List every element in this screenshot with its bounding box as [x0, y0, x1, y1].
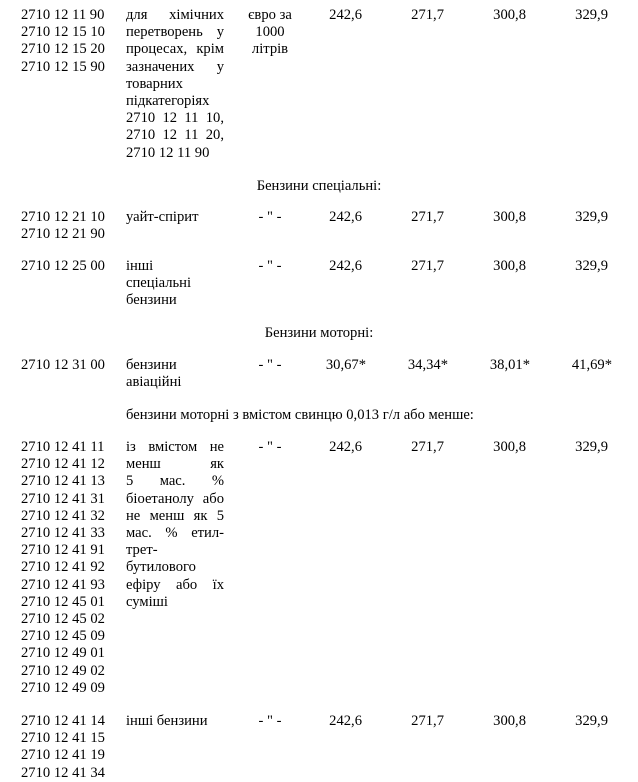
unit-line: - " -: [258, 439, 282, 455]
rate-value: 242,6: [329, 258, 362, 274]
unit-of-measure: [240, 439, 300, 456]
tariff-code: 2710 12 41 11: [21, 439, 105, 455]
rate-value: 271,7: [411, 439, 444, 455]
rate-value: 242,6: [329, 209, 362, 225]
description-line: інші: [126, 258, 154, 274]
unit-line: 1000: [255, 24, 285, 41]
tariff-code: 2710 12 49 01: [21, 645, 105, 662]
unit-line: літрів: [251, 41, 289, 58]
description-line: бутилового: [126, 559, 196, 576]
unit-of-measure: [240, 7, 300, 59]
rate-value: 271,7: [411, 713, 444, 729]
tariff-code: 2710 12 41 31: [21, 490, 105, 507]
description-line: для хімічних: [126, 7, 224, 23]
goods-description: [126, 209, 224, 226]
tariff-code: 2710 12 45 02: [21, 611, 105, 628]
description-line: із вмістом не: [126, 439, 224, 455]
rate-value: 300,8: [493, 209, 526, 225]
description-line: трет-: [126, 542, 158, 559]
description-line: підкатегоріях: [126, 93, 210, 110]
description-line: 2710 12 11 20,: [126, 127, 224, 144]
tariff-code: 2710 12 15 90: [21, 58, 105, 75]
unit-line: - " -: [258, 258, 282, 274]
goods-description: [126, 7, 224, 162]
tariff-code: 2710 12 31 00: [21, 357, 105, 373]
tariff-code: 2710 12 41 91: [21, 542, 105, 559]
rate-value: 271,7: [411, 209, 444, 225]
unit-of-measure: [240, 258, 300, 275]
goods-description: [126, 713, 224, 730]
tariff-code: 2710 12 41 13: [21, 473, 105, 490]
tariff-code: 2710 12 41 93: [21, 576, 105, 593]
description-line: уайт-спірит: [126, 209, 199, 225]
unit-line: євро за: [248, 7, 292, 23]
rate-value: 271,7: [411, 7, 444, 23]
tariff-code: 2710 12 15 10: [21, 24, 105, 41]
tariff-codes: [21, 713, 121, 782]
tariff-codes: [21, 357, 121, 374]
tariff-code: 2710 12 41 92: [21, 559, 105, 576]
description-line: ефіру або їх: [126, 576, 224, 593]
description-line: 2710 12 11 10,: [126, 110, 224, 127]
tariff-code: 2710 12 41 33: [21, 525, 105, 542]
tariff-code: 2710 12 11 90: [21, 7, 105, 23]
description-line: 2710 12 11 90: [126, 144, 210, 161]
rate-value: 242,6: [329, 439, 362, 455]
unit-line: - " -: [258, 357, 282, 373]
tariff-codes: [21, 258, 121, 275]
rate-value: 242,6: [329, 7, 362, 23]
rate-value: 329,9: [575, 258, 608, 274]
goods-description: [126, 357, 224, 391]
rate-value: 242,6: [329, 713, 362, 729]
tariff-code: 2710 12 45 01: [21, 593, 105, 610]
rate-value: 300,8: [493, 258, 526, 274]
tariff-code: 2710 12 21 10: [21, 209, 105, 225]
rate-value: 41,69*: [571, 357, 612, 373]
description-line: не менш як 5: [126, 507, 224, 524]
description-line: 5 мас. %: [126, 473, 224, 490]
rate-value: 329,9: [575, 713, 608, 729]
rate-value: 329,9: [575, 209, 608, 225]
unit-of-measure: [240, 713, 300, 730]
tariff-code: 2710 12 41 34: [21, 764, 105, 781]
description-line: мас. % етил-: [126, 525, 224, 542]
description-line: менш як: [126, 456, 224, 473]
description-line: зазначених у: [126, 58, 224, 75]
section-heading: Бензини спеціальні:: [256, 178, 382, 194]
description-line: процесах, крім: [126, 41, 224, 58]
unit-line: - " -: [258, 209, 282, 225]
goods-description: [126, 258, 224, 310]
rate-value: 30,67*: [325, 357, 366, 373]
tariff-code: 2710 12 41 12: [21, 456, 105, 473]
tariff-code: 2710 12 41 14: [21, 713, 105, 729]
unit-line: - " -: [258, 713, 282, 729]
tariff-code: 2710 12 41 19: [21, 747, 105, 764]
description-line: перетворень у: [126, 24, 224, 41]
rate-value: 300,8: [493, 7, 526, 23]
description-line: суміші: [126, 593, 168, 610]
tariff-code: 2710 12 15 20: [21, 41, 105, 58]
rate-value: 271,7: [411, 258, 444, 274]
tariff-code: 2710 12 49 02: [21, 662, 105, 679]
description-line: біоетанолу або: [126, 490, 224, 507]
rate-value: 329,9: [575, 7, 608, 23]
goods-description: [126, 439, 224, 611]
section-heading: Бензини моторні:: [264, 325, 374, 341]
description-line: бензини: [126, 292, 177, 309]
rate-value: 38,01*: [489, 357, 530, 373]
tariff-code: 2710 12 45 09: [21, 628, 105, 645]
description-line: спеціальні: [126, 275, 192, 292]
description-line: авіаційні: [126, 374, 182, 391]
rate-value: 300,8: [493, 713, 526, 729]
unit-of-measure: [240, 209, 300, 226]
tariff-code: 2710 12 41 32: [21, 507, 105, 524]
unit-of-measure: [240, 357, 300, 374]
description-line: інші бензини: [126, 713, 208, 729]
tariff-code: 2710 12 21 90: [21, 226, 105, 243]
rate-value: 300,8: [493, 439, 526, 455]
rate-value: 329,9: [575, 439, 608, 455]
tariff-code: 2710 12 25 00: [21, 258, 105, 274]
tariff-codes: [21, 209, 121, 243]
tariff-codes: [21, 7, 121, 76]
tariff-code: 2710 12 41 15: [21, 730, 105, 747]
tariff-code: 2710 12 49 09: [21, 679, 105, 696]
rate-value: 34,34*: [407, 357, 448, 373]
description-line: бензини: [126, 357, 177, 373]
description-line: товарних: [126, 75, 183, 92]
section-subheading: бензини моторні з вмістом свинцю 0,013 г/л або менше:: [126, 407, 474, 423]
tariff-codes: [21, 439, 121, 697]
